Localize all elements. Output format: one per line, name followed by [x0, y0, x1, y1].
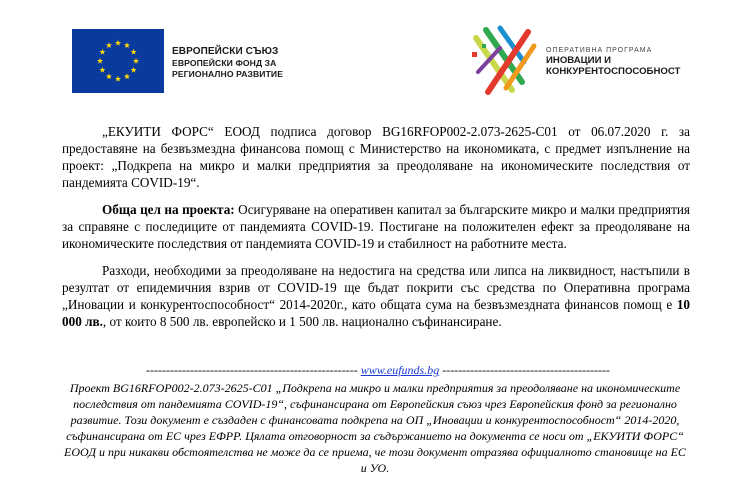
project-goal-text: Осигуряване на оперативен капитал за българските микро и малки предприятия за справяне с последиците от пандемията COVID-19. Постигане на положителен ефект за преодоляване на икономическите последствия от пандемията COVID-19 и стабилност на работните места.	[62, 202, 690, 251]
separator-line	[88, 363, 668, 378]
eu-caption-line-1: ЕВРОПЕЙСКИ СЪЮЗ	[172, 46, 279, 57]
eu-star-icon	[99, 49, 105, 55]
op-innovation-logo-icon	[470, 22, 540, 100]
op-caption-line-2: КОНКУРЕНТОСПОСОБНОСТ	[546, 66, 681, 77]
eu-star-icon	[124, 42, 130, 48]
eu-caption-line-3: РЕГИОНАЛНО РАЗВИТИЕ	[172, 68, 284, 79]
op-logo-caption	[546, 46, 680, 77]
eu-star-icon	[124, 73, 130, 79]
eu-flag-icon	[72, 29, 164, 93]
eufunds-link[interactable]: www.eufunds.bg	[360, 363, 440, 377]
eu-star-icon	[131, 67, 137, 73]
contract-text: „ЕКУИТИ ФОРС“ ЕООД подписа договор BG16RFOP002-2.073-2625-C01 от 06.07.2020 г. за предоставяне на безвъзмездна финансова помощ с Министерство на икономиката, с предмет изпълнение на проект: „Подкрепа на микро и малки предприятия за преодоляване на икономическите последствия от пандемията COVID-19“.	[62, 124, 690, 190]
separator-left-dashes: -----------------------------------------------------	[145, 363, 358, 377]
project-goal-paragraph	[62, 201, 690, 252]
eu-star-icon	[106, 42, 112, 48]
eu-star-icon	[115, 40, 121, 46]
contract-paragraph	[62, 123, 690, 191]
eu-star-icon	[133, 58, 139, 64]
separator-right-dashes: ------------------------------------------	[442, 363, 611, 377]
grant-amount: 10 000 лв.	[62, 297, 690, 329]
eu-star-icon	[131, 49, 137, 55]
project-goal-label: Обща цел на проекта:	[102, 202, 235, 217]
expenses-paragraph	[62, 262, 690, 330]
eu-star-icon	[115, 76, 121, 82]
eu-caption-line-2: ЕВРОПЕЙСКИ ФОНД ЗА	[172, 58, 277, 68]
footer-disclaimer: Проект BG16RFOP002-2.073-2625-C01 „Подкрепа на микро и малки предприятия за преодоляване на икономическите последствия от пандемията COVID-19“, съфинансирана от Европейския съюз чрез Европейския фонд за регионално развитие. Този документ е създаден с финансовата подкрепа на ОП „Иновации и конкурентоспособност“ 2014-2020, съфинансирана от ЕС чрез ЕФРР. Цялата отговорност за съдържанието на документа се носи от „ЕКУИТИ ФОРС“ ЕООД и при никакви обстоятелства не може да се приема, че този документ отразява официалното становище на ЕС и УО.	[64, 381, 686, 475]
expenses-text-a: Разходи, необходими за преодоляване на недостига на средства или липса на ликвидност, настъпили в резултат от епидемичния взрив от COVID-19 ще бъдат покрити със средства по Оперативна програма „Иновации и конкурентоспособност“ 2014-2020г., като общата сума на безвъзмездната финансов помощ е	[62, 263, 690, 312]
op-caption-small: ОПЕРАТИВНА ПРОГРАМА	[546, 47, 653, 54]
eu-star-icon	[97, 58, 103, 64]
eu-logo-caption	[172, 46, 283, 79]
eu-star-icon	[99, 67, 105, 73]
eu-star-icon	[106, 73, 112, 79]
op-caption-line-1: ИНОВАЦИИ И	[546, 55, 612, 66]
expenses-text-b: , от които 8 500 лв. европейско и 1 500 лв. национално съфинансиране.	[102, 314, 502, 329]
